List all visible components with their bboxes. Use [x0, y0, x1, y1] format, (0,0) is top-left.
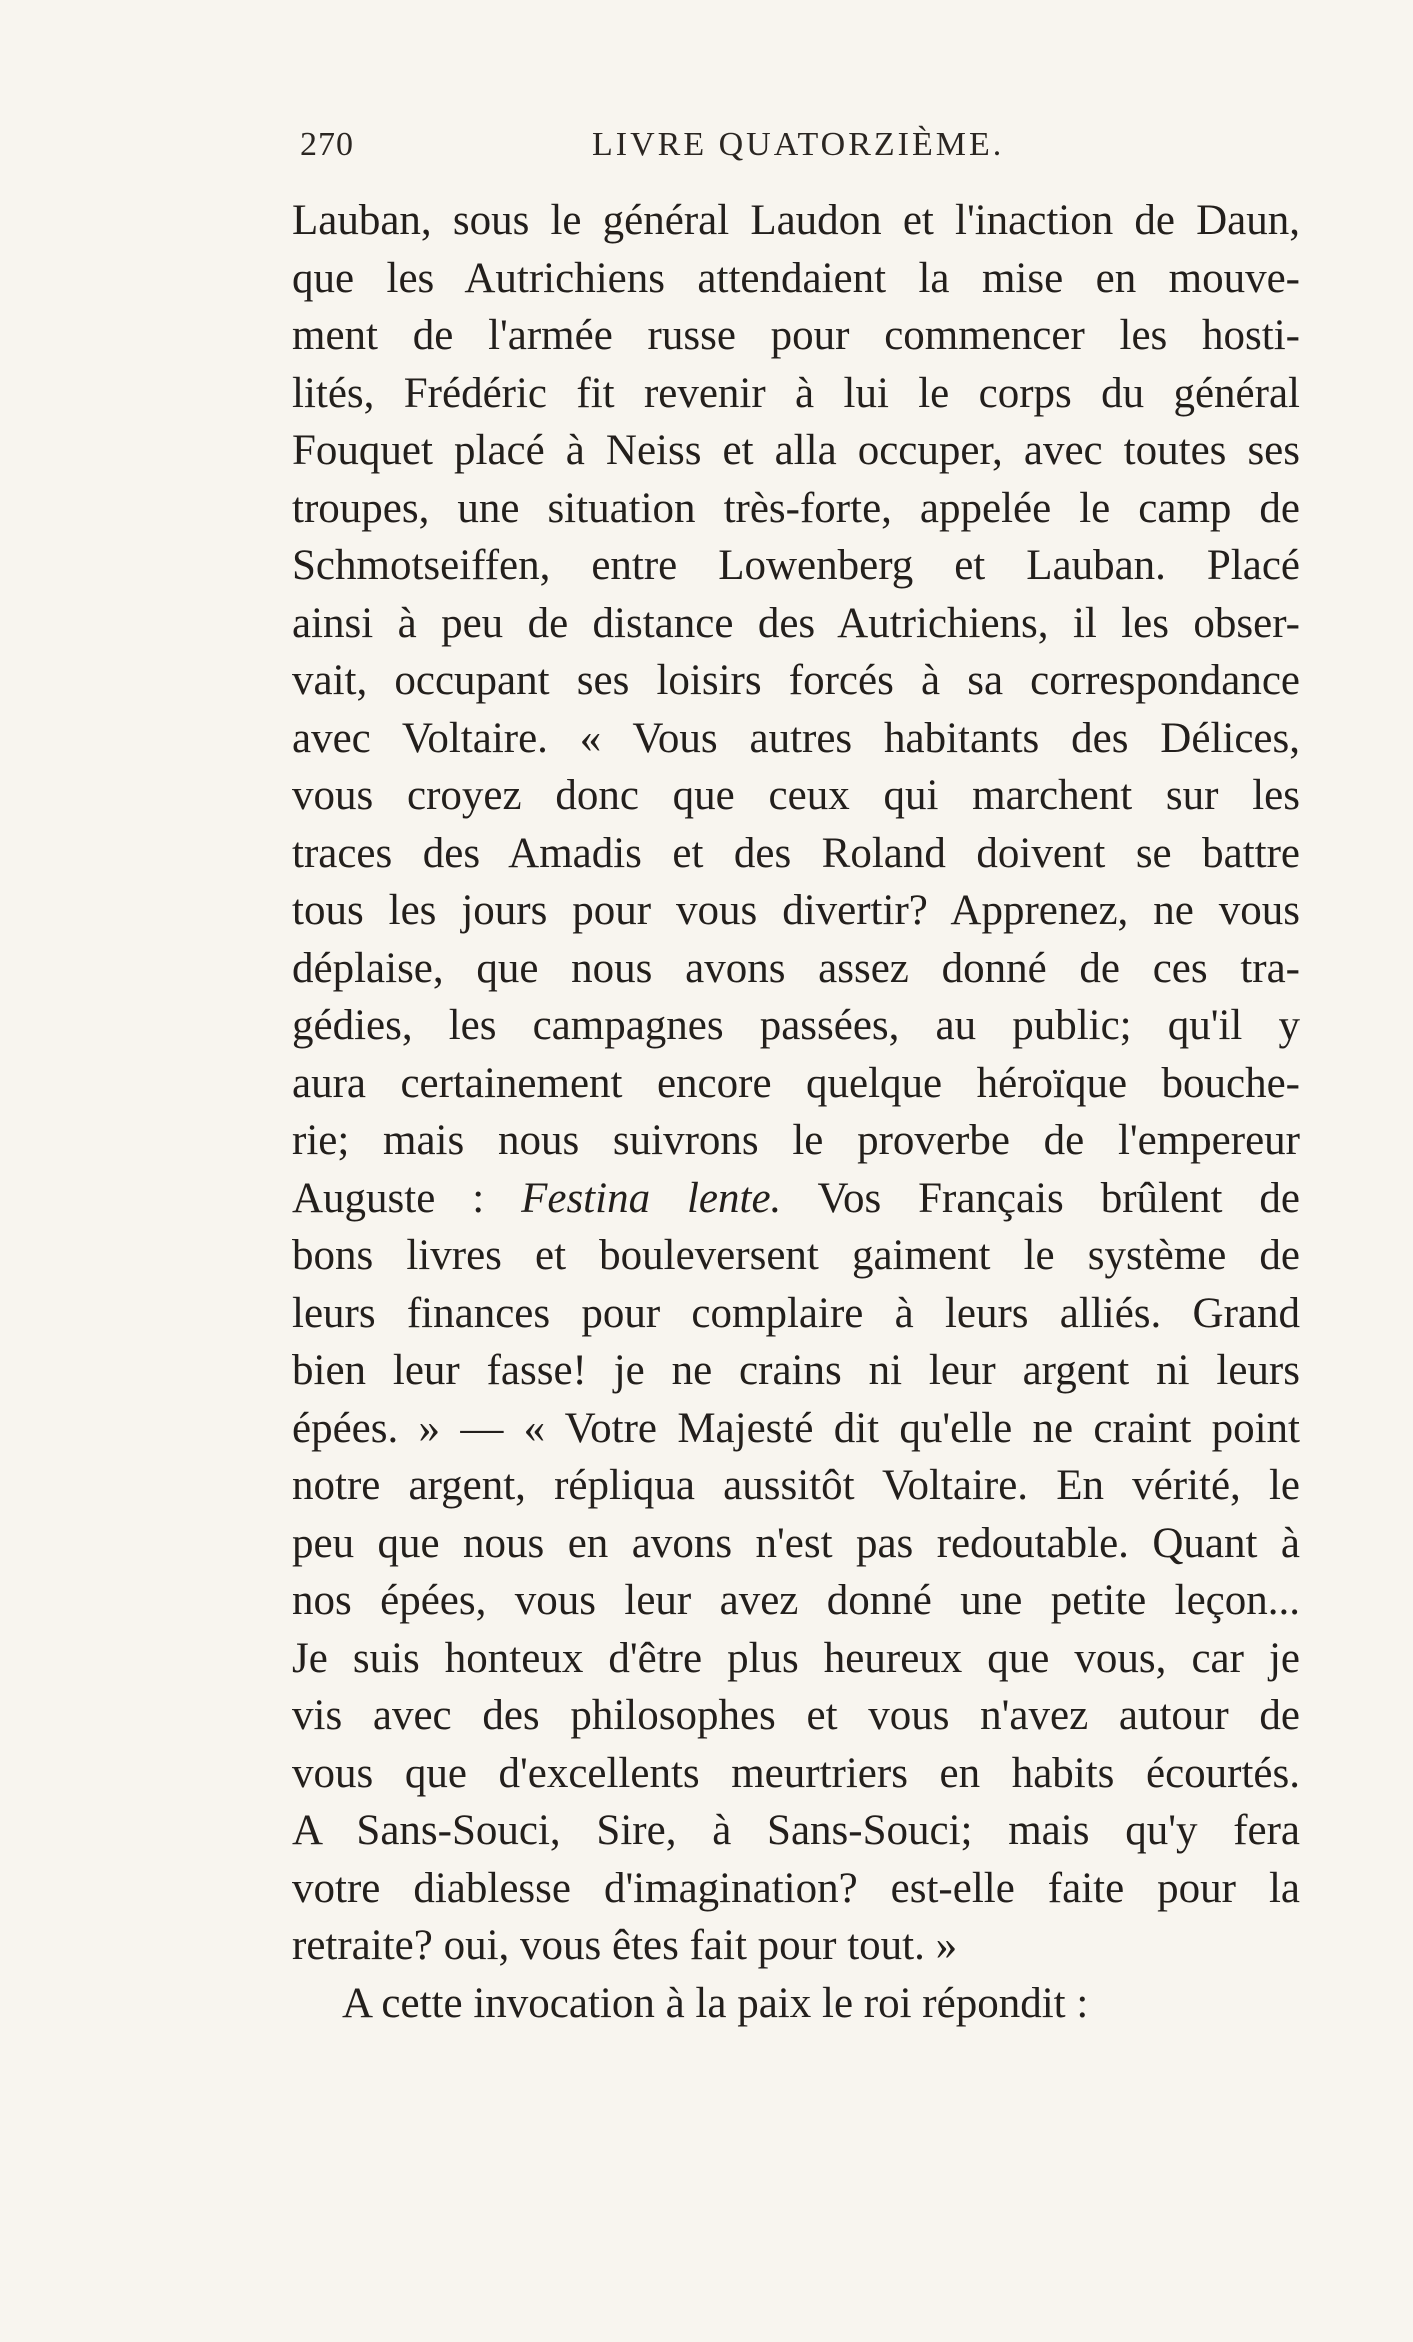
text-line: rie; mais nous suivrons le proverbe de l'empereur: [292, 1117, 1300, 1164]
page-number: 270: [300, 126, 354, 163]
text-line: vis avec des philosophes et vous n'avez autour de: [292, 1692, 1300, 1739]
running-head: LIVRE QUATORZIÈME.: [592, 126, 1005, 163]
text-line: que les Autrichiens attendaient la mise en mouve-: [292, 254, 1300, 302]
text-line: leurs finances pour complaire à leurs alliés. Grand: [292, 1289, 1300, 1337]
text-line: Schmotseiffen, entre Lowenberg et Lauban. Placé: [292, 542, 1300, 589]
text-line: vait, occupant ses loisirs forcés à sa correspondance: [292, 657, 1300, 704]
text-line: gédies, les campagnes passées, au public; qu'il y: [292, 1002, 1300, 1049]
text-line: épées. » — « Votre Majesté dit qu'elle ne craint point: [292, 1404, 1300, 1452]
text-line: retraite? oui, vous êtes fait pour tout. »: [292, 1922, 958, 1969]
text-line: nos épées, vous leur avez donné une petite leçon...: [292, 1577, 1300, 1624]
text-line: A Sans-Souci, Sire, à Sans-Souci; mais qu'y fera: [292, 1807, 1300, 1854]
text-line: Fouquet placé à Neiss et alla occuper, avec toutes ses: [292, 427, 1300, 474]
text-line: votre diablesse d'imagination? est-elle faite pour la: [292, 1864, 1300, 1912]
text-line: avec Voltaire. « Vous autres habitants des Délices,: [292, 714, 1300, 762]
text-line: bien leur fasse! je ne crains ni leur argent ni leurs: [292, 1347, 1300, 1394]
text-line: A cette invocation à la paix le roi répondit :: [342, 1979, 1089, 2027]
text-line: troupes, une situation très-forte, appelée le camp de: [292, 484, 1300, 532]
text-line: lités, Frédéric fit revenir à lui le corps du général: [292, 369, 1300, 417]
text-line: vous que d'excellents meurtriers en habits écourtés.: [292, 1749, 1300, 1797]
text-line: ment de l'armée russe pour commencer les hosti-: [292, 312, 1300, 359]
text-line: peu que nous en avons n'est pas redoutable. Quant à: [292, 1519, 1300, 1567]
text-line: vous croyez donc que ceux qui marchent sur les: [292, 772, 1300, 819]
page-header: [300, 126, 1300, 186]
text-segment: Vos Français brûlent de: [781, 1174, 1300, 1222]
text-line: bons livres et bouleversent gaiment le système de: [292, 1232, 1300, 1279]
text-line-italic: [292, 1170, 1300, 1228]
text-line: Je suis honteux d'être plus heureux que vous, car je: [292, 1634, 1300, 1682]
text-line: aura certainement encore quelque héroïque bouche-: [292, 1059, 1300, 1107]
text-line: traces des Amadis et des Roland doivent se battre: [292, 829, 1300, 877]
body-text: [292, 192, 1300, 2032]
text-line: notre argent, répliqua aussitôt Voltaire. En vérité, le: [292, 1462, 1300, 1509]
text-line: tous les jours pour vous divertir? Apprenez, ne vous: [292, 887, 1300, 934]
italic-phrase: Festina lente.: [521, 1174, 782, 1222]
text-line: déplaise, que nous avons assez donné de ces tra-: [292, 944, 1300, 992]
text-line: ainsi à peu de distance des Autrichiens, il les obser-: [292, 599, 1300, 647]
text-segment: Auguste :: [292, 1174, 522, 1222]
text-line: Lauban, sous le général Laudon et l'inaction de Daun,: [292, 197, 1300, 244]
